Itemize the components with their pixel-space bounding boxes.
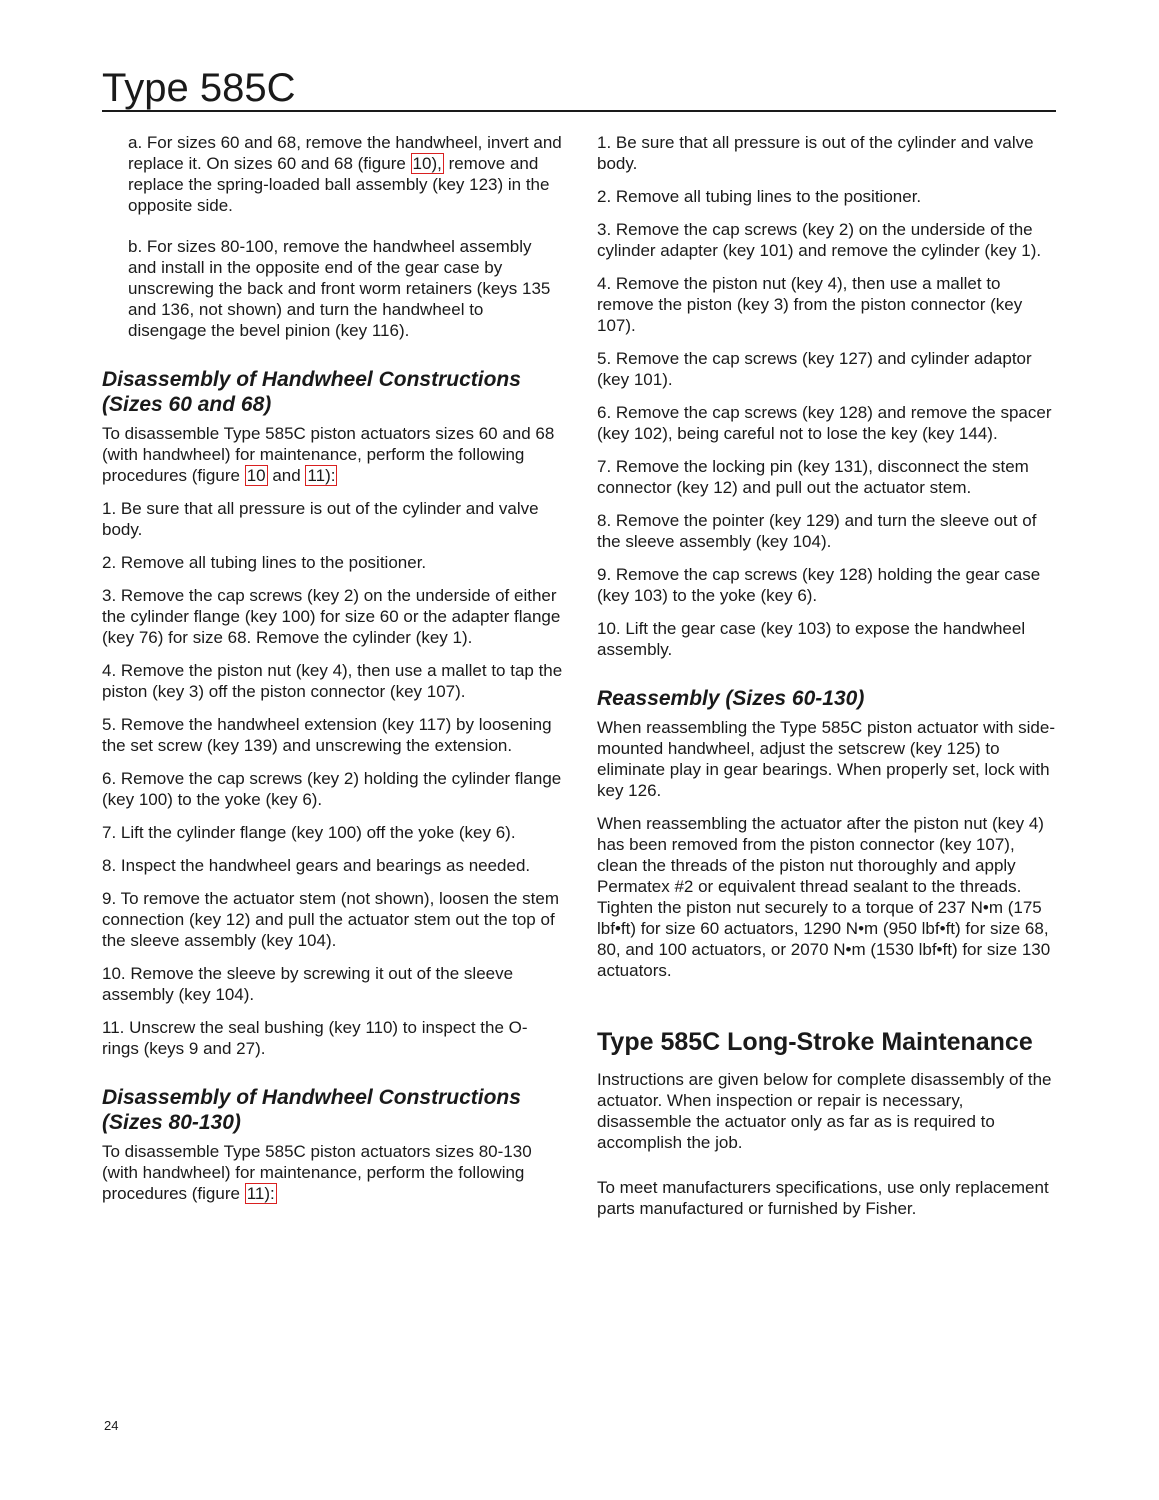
intro-paragraph-60-68 xyxy=(102,423,564,486)
intro-paragraph-80-130 xyxy=(102,1141,564,1204)
step-item: 4. Remove the piston nut (key 4), then use a mallet to remove the piston (key 3) from the piston connector (key 107). xyxy=(597,274,1023,335)
step-a-paragraph xyxy=(102,132,564,216)
step-item: 3. Remove the cap screws (key 2) on the underside of either the cylinder flange (key 100) for size 60 or the adapter flange (key 76) for size 68. Remove the cylinder (key 1). xyxy=(102,586,561,647)
section-heading-sizes-60-68: Disassembly of Handwheel Constructions (Sizes 60 and 68) xyxy=(102,368,521,416)
step-item: 3. Remove the cap screws (key 2) on the underside of the cylinder adapter (key 101) and remove the cylinder (key 1). xyxy=(597,220,1042,260)
section-heading-long-stroke: Type 585C Long-Stroke Maintenance xyxy=(597,1028,1033,1056)
figure-10-link[interactable]: 10 xyxy=(246,466,266,485)
intro-text-1: To disassemble Type 585C piston actuators sizes 60 and 68 (with handwheel) for maintenance, perform the following procedures (figure xyxy=(102,424,555,485)
step-a-text-1: a. For sizes 60 and 68, remove the handwheel, invert and replace it. On sizes 60 and 68 (figure xyxy=(128,133,562,173)
maintenance-paragraph: To meet manufacturers specifications, use only replacement parts manufactured or furnished by Fisher. xyxy=(597,1178,1049,1218)
section-heading-sizes-80-130: Disassembly of Handwheel Constructions (Sizes 80-130) xyxy=(102,1086,521,1134)
step-item: 8. Inspect the handwheel gears and bearings as needed. xyxy=(102,856,531,875)
section-heading-reassembly: Reassembly (Sizes 60-130) xyxy=(597,687,865,710)
step-b-paragraph: b. For sizes 80-100, remove the handwheel assembly and install in the opposite end of the gear case by unscrewing the back and front worm retainers (keys 135 and 136, not shown) and turn the handwheel to disengage the bevel pinion (key 116). xyxy=(128,237,551,340)
step-item: 11. Unscrew the seal bushing (key 110) to inspect the O-rings (keys 9 and 27). xyxy=(102,1018,528,1058)
step-item: 5. Remove the handwheel extension (key 117) by loosening the set screw (key 139) and unscrewing the extension. xyxy=(102,715,552,755)
step-item: 6. Remove the cap screws (key 2) holding the cylinder flange (key 100) to the yoke (key 6). xyxy=(102,769,562,809)
step-item: 7. Remove the locking pin (key 131), disconnect the stem connector (key 12) and pull out the actuator stem. xyxy=(597,457,1029,497)
step-item: 2. Remove all tubing lines to the positioner. xyxy=(597,187,922,206)
step-item: 2. Remove all tubing lines to the positioner. xyxy=(102,553,427,572)
maintenance-paragraph: Instructions are given below for complete disassembly of the actuator. When inspection or repair is necessary, disassemble the actuator only as far as is required to accomplish the job. xyxy=(597,1070,1052,1152)
step-item: 10. Remove the sleeve by screwing it out of the sleeve assembly (key 104). xyxy=(102,964,514,1004)
step-item: 6. Remove the cap screws (key 128) and remove the spacer (key 102), being careful not to lose the key (key 144). xyxy=(597,403,1052,443)
step-item: 9. To remove the actuator stem (not shown), loosen the stem connection (key 12) and pull the actuator stem out the top of the sleeve assembly (key 104). xyxy=(102,889,560,950)
step-item: 4. Remove the piston nut (key 4), then use a mallet to tap the piston (key 3) off the piston connector (key 107). xyxy=(102,661,563,701)
figure-10-link[interactable]: 10), xyxy=(412,154,442,173)
step-item: 7. Lift the cylinder flange (key 100) off the yoke (key 6). xyxy=(102,823,516,842)
reassembly-paragraph: When reassembling the Type 585C piston actuator with side-mounted handwheel, adjust the setscrew (key 125) to eliminate play in gear bearings. When properly set, lock with key 126. xyxy=(597,718,1055,800)
page-title: Type 585C xyxy=(102,66,296,110)
reassembly-paragraph: When reassembling the actuator after the piston nut (key 4) has been removed from the piston connector (key 107), clean the threads of the piston nut thoroughly and apply Permatex #2 or equivalent thread sealant to the threads. Tighten the piston nut securely to a torque of 237 N•m (175 lbf•ft) for size 60 actuators, 1290 N•m (950 lbf•ft) for size 68, 80, and 100 actuators, or 2070 N•m (1530 lbf•ft) for size 130 actuators. xyxy=(597,814,1051,980)
intro-text-2: and xyxy=(267,466,306,485)
page-number: 24 xyxy=(104,1418,119,1433)
step-item: 10. Lift the gear case (key 103) to expose the handwheel assembly. xyxy=(597,619,1026,659)
step-item: 9. Remove the cap screws (key 128) holding the gear case (key 103) to the yoke (key 6). xyxy=(597,565,1041,605)
figure-11-link[interactable]: 11): xyxy=(246,1184,275,1203)
step-item: 5. Remove the cap screws (key 127) and cylinder adaptor (key 101). xyxy=(597,349,1032,389)
left-column xyxy=(102,132,564,1216)
intro2-text: To disassemble Type 585C piston actuators sizes 80-130 (with handwheel) for maintenance, perform the following procedures (figure xyxy=(102,1142,532,1203)
right-column xyxy=(597,132,1059,1231)
figure-11-link[interactable]: 11): xyxy=(307,466,336,485)
step-item: 8. Remove the pointer (key 129) and turn the sleeve out of the sleeve assembly (key 104). xyxy=(597,511,1037,551)
step-item: 1. Be sure that all pressure is out of the cylinder and valve body. xyxy=(597,133,1034,173)
title-rule xyxy=(102,110,1056,112)
step-item: 1. Be sure that all pressure is out of the cylinder and valve body. xyxy=(102,499,539,539)
step-a-text-2: remove and replace the spring-loaded ball assembly (key 123) in the opposite side. xyxy=(128,154,550,215)
